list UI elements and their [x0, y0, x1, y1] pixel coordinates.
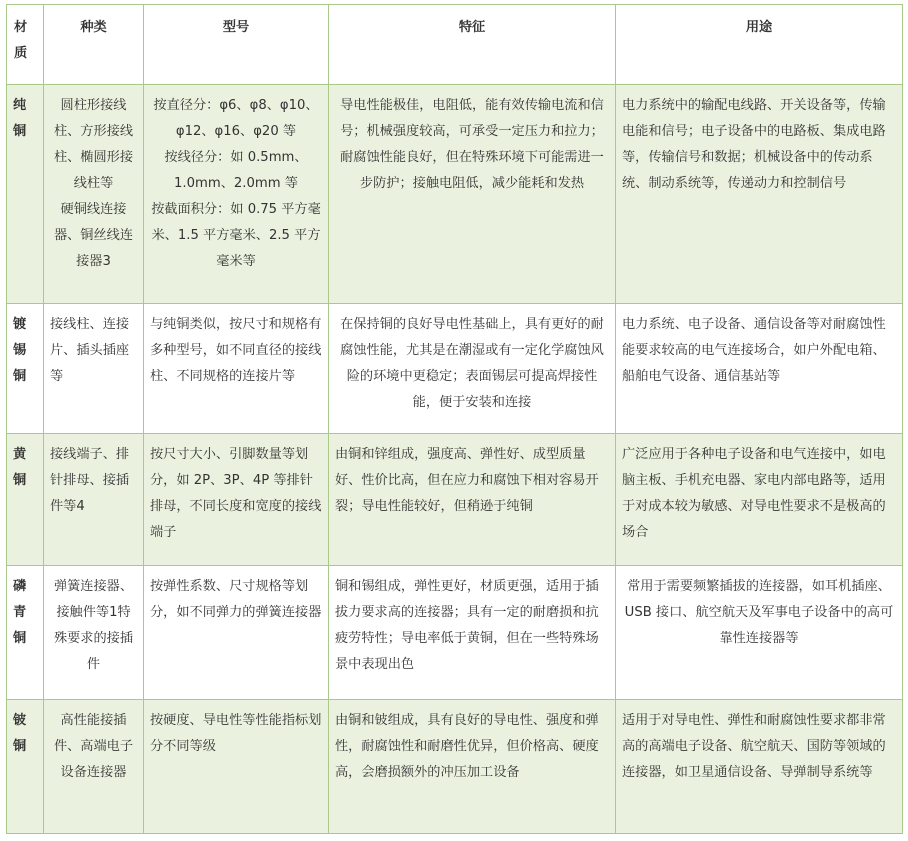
- table-row-pure-copper: [7, 85, 903, 304]
- type-cell: 弹簧连接器、接触件等1特殊要求的接插件: [44, 566, 144, 700]
- feature-cell: 在保持铜的良好导电性基础上，具有更好的耐腐蚀性能，尤其是在潮湿或有一定化学腐蚀风险的环境中更稳定；表面锡层可提高焊接性能，便于安装和连接: [329, 304, 616, 434]
- feature-cell: 由铜和铍组成，具有良好的导电性、强度和弹性，耐腐蚀性和耐磨性优异，但价格高、硬度高，会磨损额外的冲压加工设备: [329, 700, 616, 834]
- table-row-brass: [7, 434, 903, 566]
- usage-cell: 电力系统中的输配电线路、开关设备等，传输电能和信号；电子设备中的电路板、集成电路等，传输信号和数据；机械设备中的传动系统、制动系统等，传递动力和控制信号: [616, 85, 903, 304]
- material-cell: 黄铜: [7, 434, 44, 566]
- usage-cell: 适用于对导电性、弹性和耐腐蚀性要求都非常高的高端电子设备、航空航天、国防等领域的连接器，如卫星通信设备、导弹制导系统等: [616, 700, 903, 834]
- model-cell: 按尺寸大小、引脚数量等划分，如 2P、3P、4P 等排针排母，不同长度和宽度的接线端子: [144, 434, 329, 566]
- type-cell: [44, 85, 144, 304]
- header-model: 型号: [144, 5, 329, 85]
- copper-material-table: [6, 4, 903, 834]
- model-text: 按直径分：φ6、φ8、φ10、φ12、φ16、φ20 等: [153, 98, 319, 139]
- usage-cell: 常用于需要频繁插拔的连接器，如耳机插座、USB 接口、航空航天及军事电子设备中的高可靠性连接器等: [616, 566, 903, 700]
- model-text-2: 按线径分：如 0.5mm、1.0mm、2.0mm 等: [164, 150, 308, 191]
- header-material: 材质: [7, 5, 44, 85]
- header-feature: 特征: [329, 5, 616, 85]
- table-row-beryllium-copper: [7, 700, 903, 834]
- type-cell: 接线柱、连接片、插头插座等: [44, 304, 144, 434]
- model-cell: 按硬度、导电性等性能指标划分不同等级: [144, 700, 329, 834]
- table-row-tinned-copper: [7, 304, 903, 434]
- table-row-phosphor-bronze: [7, 566, 903, 700]
- model-cell: 与纯铜类似，按尺寸和规格有多种型号，如不同直径的接线柱、不同规格的连接片等: [144, 304, 329, 434]
- material-cell: 纯铜: [7, 85, 44, 304]
- model-cell: 按弹性系数、尺寸规格等划分，如不同弹力的弹簧连接器: [144, 566, 329, 700]
- usage-cell: 电力系统、电子设备、通信设备等对耐腐蚀性能要求较高的电气连接场合，如户外配电箱、船舶电气设备、通信基站等: [616, 304, 903, 434]
- type-cell: 接线端子、排针排母、接插件等4: [44, 434, 144, 566]
- model-text-3: 按截面积分：如 0.75 平方毫米、1.5 平方毫米、2.5 平方毫米等: [151, 202, 321, 269]
- header-usage: 用途: [616, 5, 903, 85]
- header-type: 种类: [44, 5, 144, 85]
- material-cell: 磷青铜: [7, 566, 44, 700]
- feature-cell: 铜和锡组成，弹性更好，材质更强，适用于插拔力要求高的连接器；具有一定的耐磨损和抗疲劳特性；导电率低于黄铜，但在一些特殊场景中表现出色: [329, 566, 616, 700]
- feature-cell: 由铜和锌组成，强度高、弹性好、成型质量好、性价比高，但在应力和腐蚀下相对容易开裂；导电性能较好，但稍逊于纯铜: [329, 434, 616, 566]
- material-cell: 镀锡铜: [7, 304, 44, 434]
- table-header-row: [7, 5, 903, 85]
- model-cell: [144, 85, 329, 304]
- type-text-2: 硬铜线连接器、铜丝线连接器3: [53, 202, 134, 269]
- usage-cell: 广泛应用于各种电子设备和电气连接中，如电脑主板、手机充电器、家电内部电路等，适用于对成本较为敏感、对导电性要求不是极高的场合: [616, 434, 903, 566]
- type-text: 圆柱形接线柱、方形接线柱、椭圆形接线柱等: [53, 98, 134, 191]
- feature-cell: 导电性能极佳，电阻低，能有效传输电流和信号；机械强度较高，可承受一定压力和拉力；耐腐蚀性能良好，但在特殊环境下可能需进一步防护；接触电阻低，减少能耗和发热: [329, 85, 616, 304]
- material-table-container: [6, 4, 902, 834]
- type-cell: 高性能接插件、高端电子设备连接器: [44, 700, 144, 834]
- material-cell: 铍铜: [7, 700, 44, 834]
